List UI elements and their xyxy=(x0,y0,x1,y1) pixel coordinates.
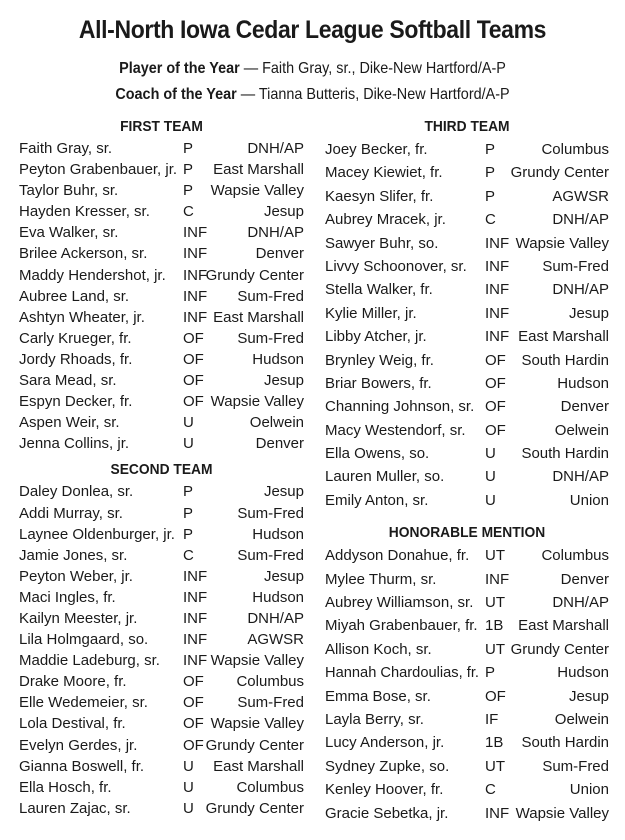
player-school: Hudson xyxy=(557,664,609,682)
player-position: P xyxy=(485,664,496,682)
roster-row xyxy=(19,566,304,587)
player-school: East Marshall xyxy=(518,328,609,346)
player-position: OF xyxy=(485,421,506,439)
roster-row xyxy=(19,608,304,629)
roster-row xyxy=(325,544,609,567)
player-school: Wapsie Valley xyxy=(210,652,304,670)
player-position: UT xyxy=(485,547,505,565)
player-name: Macy Westendorf, sr. xyxy=(325,421,466,439)
player-school: Wapsie Valley xyxy=(515,234,609,252)
player-position: U xyxy=(485,445,496,463)
roster-row xyxy=(19,391,304,412)
roster-row xyxy=(325,731,609,754)
player-name: Maddie Ladeburg, sr. xyxy=(19,652,160,670)
coach-of-year-label: Coach of the Year xyxy=(115,86,237,103)
player-school: Columbus xyxy=(236,778,304,796)
player-school: South Hardin xyxy=(521,734,609,752)
player-school: Sum-Fred xyxy=(237,504,304,522)
player-name: Lola Destival, fr. xyxy=(19,715,126,733)
roster-row xyxy=(19,243,304,264)
player-position: INF xyxy=(183,287,208,305)
roster-row xyxy=(325,278,609,301)
player-position: INF xyxy=(485,281,510,299)
player-school: Grundy Center xyxy=(510,164,609,182)
player-position: U xyxy=(183,778,194,796)
roster-row xyxy=(325,465,609,488)
player-school: South Hardin xyxy=(521,351,609,369)
player-name: Jamie Jones, sr. xyxy=(19,546,128,564)
player-name: Brynley Weig, fr. xyxy=(325,351,434,369)
player-school: Grundy Center xyxy=(205,736,304,754)
player-name: Jordy Rhoads, fr. xyxy=(19,350,133,368)
roster-row xyxy=(325,419,609,442)
player-name: Ella Hosch, fr. xyxy=(19,778,112,796)
player-position: INF xyxy=(183,588,208,606)
player-position: INF xyxy=(183,567,208,585)
roster-row xyxy=(19,524,304,545)
player-name: Ella Owens, so. xyxy=(325,445,430,463)
player-position: OF xyxy=(485,351,506,369)
player-name: Livvy Schoonover, sr. xyxy=(325,257,467,275)
player-name: Kenley Hoover, fr. xyxy=(325,781,444,799)
player-position: 1B xyxy=(485,617,504,635)
player-school: Jesup xyxy=(263,372,304,390)
player-position: INF xyxy=(485,257,510,275)
player-name: Kaesyn Slifer, fr. xyxy=(325,187,434,205)
player-school: Wapsie Valley xyxy=(210,393,304,411)
player-name: Maddy Hendershot, jr. xyxy=(19,266,166,284)
player-school: DNH/AP xyxy=(552,211,609,229)
player-position: INF xyxy=(485,804,510,822)
player-school: Union xyxy=(569,491,609,509)
player-name: Stella Walker, fr. xyxy=(325,281,433,299)
player-position: P xyxy=(485,164,496,182)
player-name: Emily Anton, sr. xyxy=(325,491,429,509)
player-position: P xyxy=(183,483,194,501)
player-name: Lila Holmgaard, so. xyxy=(19,631,149,649)
roster-row xyxy=(19,503,304,524)
player-position: UT xyxy=(485,640,505,658)
player-position: P xyxy=(183,504,194,522)
player-school: Jesup xyxy=(568,304,609,322)
player-name: Channing Johnson, sr. xyxy=(325,398,475,416)
player-name: Drake Moore, fr. xyxy=(19,673,127,691)
player-position: INF xyxy=(485,328,510,346)
player-position: INF xyxy=(183,308,208,326)
player-position: OF xyxy=(485,398,506,416)
player-name: Libby Atcher, jr. xyxy=(325,328,427,346)
player-name: Aspen Weir, sr. xyxy=(19,414,120,432)
player-position: U xyxy=(485,491,496,509)
roster-row xyxy=(19,777,304,798)
roster-row xyxy=(19,349,304,370)
player-position: P xyxy=(183,161,194,179)
roster-row xyxy=(19,692,304,713)
player-name: Allison Koch, sr. xyxy=(325,640,432,658)
roster-row xyxy=(325,232,609,255)
player-school: Oelwein xyxy=(249,414,304,432)
player-name: Jenna Collins, jr. xyxy=(19,435,130,453)
player-school: Denver xyxy=(560,398,609,416)
player-position: OF xyxy=(183,329,204,347)
roster-row xyxy=(325,138,609,161)
player-position: OF xyxy=(183,673,204,691)
roster-row xyxy=(325,685,609,708)
player-name: Eva Walker, sr. xyxy=(19,224,119,242)
player-school: Grundy Center xyxy=(205,266,304,284)
player-name: Kylie Miller, jr. xyxy=(325,304,417,322)
first-team-list xyxy=(19,138,304,454)
player-school: Sum-Fred xyxy=(542,757,609,775)
player-name: Brilee Ackerson, sr. xyxy=(19,245,148,263)
player-name: Peyton Weber, jr. xyxy=(19,567,133,585)
player-school: DNH/AP xyxy=(247,224,304,242)
player-position: INF xyxy=(183,224,208,242)
roster-row xyxy=(19,433,304,454)
player-position: INF xyxy=(183,631,208,649)
roster-row xyxy=(19,307,304,328)
player-name: Hayden Kresser, sr. xyxy=(19,203,150,221)
roster-row xyxy=(325,372,609,395)
roster-row xyxy=(325,661,609,684)
player-school: Hudson xyxy=(252,588,304,606)
player-name: Lauren Muller, so. xyxy=(325,468,445,486)
honorable-mention-heading: HONORABLE MENTION xyxy=(388,524,546,542)
player-name: Miyah Grabenbauer, fr. xyxy=(325,617,478,635)
roster-row xyxy=(325,395,609,418)
player-name: Lauren Zajac, sr. xyxy=(19,799,131,817)
player-school: Sum-Fred xyxy=(237,329,304,347)
player-name: Addi Murray, sr. xyxy=(19,504,123,522)
player-position: C xyxy=(183,203,194,221)
player-name: Elle Wedemeier, sr. xyxy=(19,694,148,712)
player-name: Espyn Decker, fr. xyxy=(19,393,133,411)
player-school: Sum-Fred xyxy=(237,694,304,712)
player-position: OF xyxy=(183,694,204,712)
player-of-year-separator: — xyxy=(239,60,263,77)
player-position: INF xyxy=(183,609,208,627)
player-school: Wapsie Valley xyxy=(210,715,304,733)
player-position: P xyxy=(183,525,194,543)
coach-of-the-year xyxy=(31,84,594,106)
player-position: P xyxy=(183,182,194,200)
roster-row xyxy=(19,180,304,201)
player-position: C xyxy=(183,546,194,564)
coach-of-year-value: Tianna Butteris, Dike-New Hartford/A-P xyxy=(258,86,510,103)
player-position: U xyxy=(183,799,194,817)
player-name: Gianna Boswell, fr. xyxy=(19,757,145,775)
roster-row xyxy=(19,798,304,819)
roster-row xyxy=(325,185,609,208)
player-name: Macey Kiewiet, fr. xyxy=(325,164,443,182)
right-column xyxy=(325,116,609,825)
roster-row xyxy=(19,201,304,222)
roster-row xyxy=(325,442,609,465)
player-name: Mylee Thurm, sr. xyxy=(325,570,437,588)
roster-row xyxy=(325,208,609,231)
player-school: Jesup xyxy=(568,687,609,705)
roster-row xyxy=(19,370,304,391)
player-school: Sum-Fred xyxy=(237,546,304,564)
player-name: Lucy Anderson, jr. xyxy=(325,734,445,752)
first-team-heading: FIRST TEAM xyxy=(120,118,203,135)
roster-row xyxy=(325,708,609,731)
roster-row xyxy=(325,489,609,512)
player-school: East Marshall xyxy=(518,617,609,635)
player-school: Hudson xyxy=(252,525,304,543)
player-school: South Hardin xyxy=(521,445,609,463)
roster-row xyxy=(325,614,609,637)
roster-row xyxy=(19,629,304,650)
player-school: Hudson xyxy=(557,374,609,392)
player-name: Daley Donlea, sr. xyxy=(19,483,134,501)
player-position: OF xyxy=(183,736,204,754)
player-name: Maci Ingles, fr. xyxy=(19,588,116,606)
player-of-year-value: Faith Gray, sr., Dike-New Hartford/A-P xyxy=(262,60,506,77)
page-title: All-North Iowa Cedar League Softball Teams xyxy=(78,16,547,44)
player-position: C xyxy=(485,781,496,799)
roster-row xyxy=(19,735,304,756)
player-school: Denver xyxy=(255,435,304,453)
roster-row xyxy=(19,265,304,286)
player-position: INF xyxy=(183,266,208,284)
roster-row xyxy=(19,138,304,159)
player-position: IF xyxy=(485,710,499,728)
player-name: Carly Krueger, fr. xyxy=(19,329,132,347)
player-name: Sara Mead, sr. xyxy=(19,372,117,390)
player-school: Columbus xyxy=(236,673,304,691)
player-school: DNH/AP xyxy=(552,468,609,486)
player-name: Briar Bowers, fr. xyxy=(325,374,432,392)
roster-row xyxy=(19,650,304,671)
player-school: East Marshall xyxy=(213,308,304,326)
player-name: Aubree Land, sr. xyxy=(19,287,130,305)
roster-row xyxy=(19,481,304,502)
player-position: UT xyxy=(485,757,505,775)
player-position: INF xyxy=(183,652,208,670)
player-name: Kailyn Meester, jr. xyxy=(19,609,138,627)
roster-row xyxy=(325,255,609,278)
player-school: Wapsie Valley xyxy=(515,804,609,822)
honorable-mention-list xyxy=(325,544,609,825)
player-school: Denver xyxy=(560,570,609,588)
player-school: Oelwein xyxy=(554,710,609,728)
coach-of-year-separator: — xyxy=(236,86,259,103)
player-position: INF xyxy=(183,245,208,263)
player-position: U xyxy=(183,757,194,775)
roster-row xyxy=(19,756,304,777)
player-name: Sydney Zupke, so. xyxy=(325,757,450,775)
player-name: Sawyer Buhr, so. xyxy=(325,234,439,252)
roster-row xyxy=(19,671,304,692)
player-name: Faith Gray, sr. xyxy=(19,140,113,157)
player-name: Joey Becker, fr. xyxy=(325,141,428,158)
third-team-heading: THIRD TEAM xyxy=(424,118,510,135)
roster-row xyxy=(19,713,304,734)
player-position: U xyxy=(485,468,496,486)
player-position: OF xyxy=(183,715,204,733)
player-name: Aubrey Williamson, sr. xyxy=(325,594,474,612)
roster-row xyxy=(19,328,304,349)
player-school: Columbus xyxy=(541,141,609,158)
roster-row xyxy=(325,161,609,184)
player-school: Sum-Fred xyxy=(542,257,609,275)
player-school: Grundy Center xyxy=(510,640,609,658)
player-of-the-year xyxy=(31,58,594,80)
roster-row xyxy=(19,286,304,307)
player-name: Gracie Sebetka, jr. xyxy=(325,804,449,822)
player-position: U xyxy=(183,414,194,432)
player-name: Aubrey Mracek, jr. xyxy=(325,211,446,229)
player-position: UT xyxy=(485,594,505,612)
player-school: DNH/AP xyxy=(552,594,609,612)
roster-row xyxy=(19,222,304,243)
player-position: OF xyxy=(183,393,204,411)
player-name: Peyton Grabenbauer, jr. xyxy=(19,161,177,179)
player-school: Jesup xyxy=(263,203,304,221)
second-team-heading: SECOND TEAM xyxy=(110,461,213,479)
player-school: Jesup xyxy=(263,483,304,501)
roster-row xyxy=(19,545,304,566)
roster-row xyxy=(325,325,609,348)
roster-row xyxy=(19,159,304,180)
roster-row xyxy=(325,349,609,372)
player-school: AGWSR xyxy=(247,631,304,649)
player-position: P xyxy=(183,140,194,157)
player-position: OF xyxy=(485,374,506,392)
player-school: Sum-Fred xyxy=(237,287,304,305)
player-name: Evelyn Gerdes, jr. xyxy=(19,736,138,754)
player-position: P xyxy=(485,141,496,158)
roster-row xyxy=(325,638,609,661)
roster-row xyxy=(325,802,609,825)
player-position: U xyxy=(183,435,194,453)
player-school: DNH/AP xyxy=(552,281,609,299)
player-of-year-label: Player of the Year xyxy=(119,60,240,77)
player-school: Grundy Center xyxy=(205,799,304,817)
roster-row xyxy=(325,755,609,778)
player-position: INF xyxy=(485,234,510,252)
player-school: Oelwein xyxy=(554,421,609,439)
player-school: East Marshall xyxy=(213,757,304,775)
player-school: DNH/AP xyxy=(247,609,304,627)
player-position: INF xyxy=(485,570,510,588)
player-name: Emma Bose, sr. xyxy=(325,687,431,705)
player-name: Addyson Donahue, fr. xyxy=(325,547,470,565)
third-team-list xyxy=(325,138,609,512)
player-school: DNH/AP xyxy=(247,140,304,157)
second-team-list xyxy=(19,481,304,819)
roster-row xyxy=(19,412,304,433)
player-school: Columbus xyxy=(541,547,609,565)
player-position: P xyxy=(485,187,496,205)
player-position: C xyxy=(485,211,496,229)
player-school: Jesup xyxy=(263,567,304,585)
player-name: Taylor Buhr, sr. xyxy=(19,182,119,200)
player-school: East Marshall xyxy=(213,161,304,179)
player-position: INF xyxy=(485,304,510,322)
roster-row xyxy=(325,302,609,325)
player-name: Laynee Oldenburger, jr. xyxy=(19,525,175,543)
player-school: Hudson xyxy=(252,350,304,368)
player-position: 1B xyxy=(485,734,504,752)
roster-row xyxy=(325,778,609,801)
roster-row xyxy=(325,568,609,591)
player-position: OF xyxy=(183,350,204,368)
player-position: OF xyxy=(183,372,204,390)
left-column xyxy=(19,116,304,819)
player-position: OF xyxy=(485,687,506,705)
roster-row xyxy=(325,591,609,614)
player-school: Denver xyxy=(255,245,304,263)
roster-row xyxy=(19,587,304,608)
player-name: Layla Berry, sr. xyxy=(325,710,424,728)
player-name: Ashtyn Wheater, jr. xyxy=(19,308,145,326)
player-school: Wapsie Valley xyxy=(210,182,304,200)
player-school: AGWSR xyxy=(552,187,609,205)
player-school: Union xyxy=(569,781,609,799)
player-name: Hannah Chardoulias, fr. xyxy=(325,664,479,682)
